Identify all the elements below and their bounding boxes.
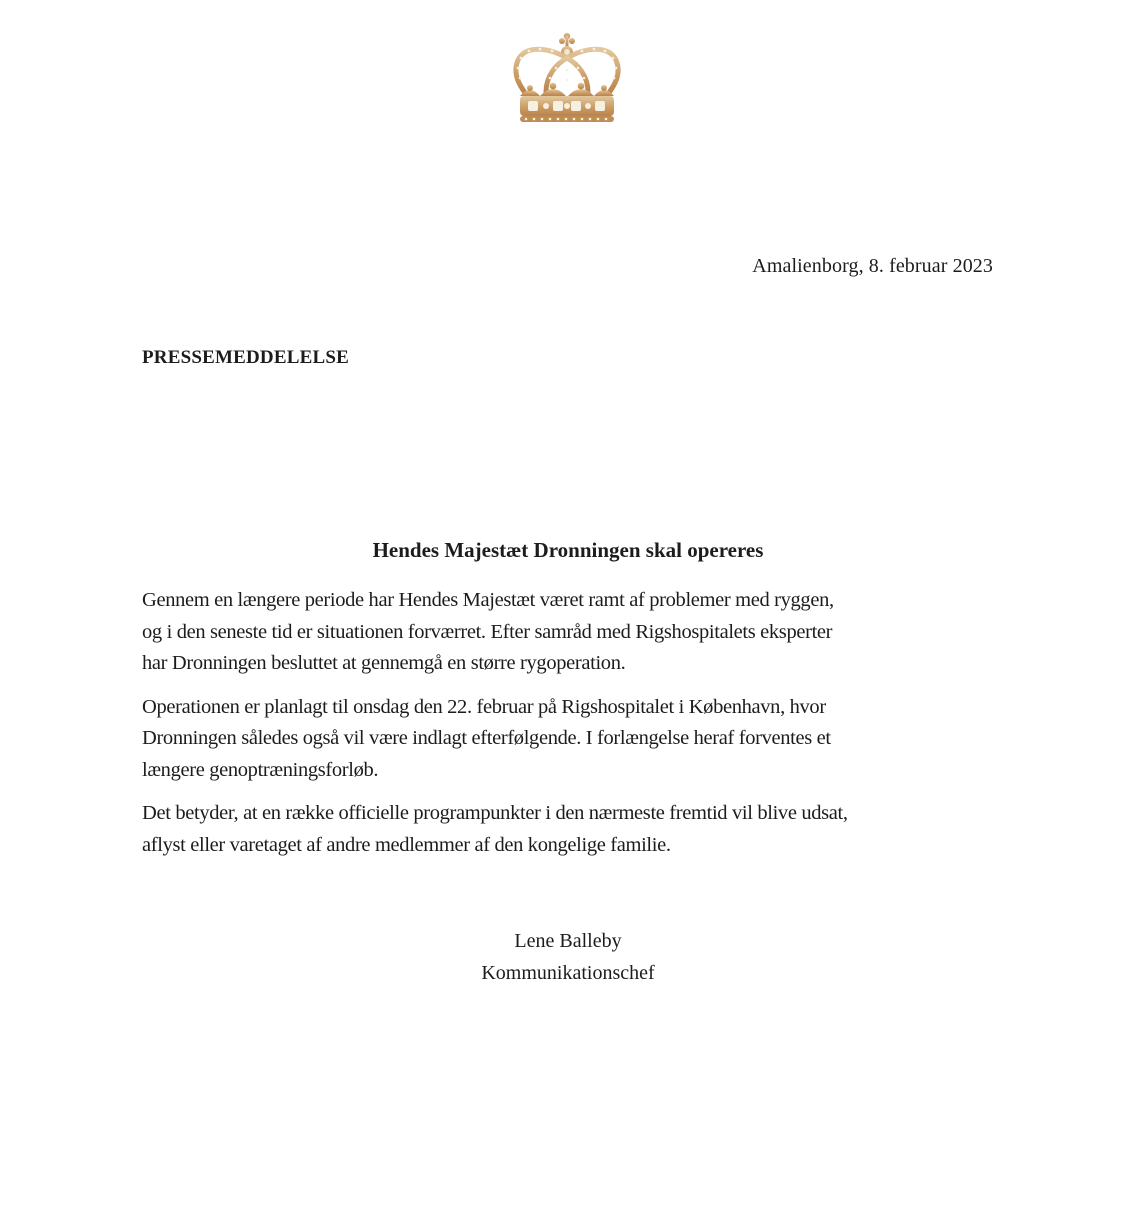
signatory-title: Kommunikationschef — [481, 962, 655, 984]
body-paragraph — [142, 585, 1012, 680]
royal-crown-icon — [506, 30, 628, 128]
paragraph-line: Operationen er planlagt til onsdag den 22. februar på Rigshospitalet i København, hvor — [142, 695, 826, 718]
document-type-heading: PRESSEMEDDELELSE — [142, 347, 349, 368]
body-paragraph — [142, 798, 1012, 861]
body-paragraph — [142, 692, 1012, 787]
paragraph-line: Gennem en længere periode har Hendes Majestæt været ramt af problemer med ryggen, — [142, 589, 834, 611]
paragraph-line: Dronningen således også vil være indlagt efterfølgende. I forlængelse heraf forventes et — [142, 727, 831, 749]
paragraph-line: Det betyder, at en række officielle programpunkter i den nærmeste fremtid vil blive udsat, — [142, 802, 848, 824]
paragraph-line: aflyst eller varetaget af andre medlemmer af den kongelige familie. — [142, 833, 671, 856]
paragraph-line: længere genoptræningsforløb. — [142, 758, 379, 781]
paragraph-line: har Dronningen besluttet at gennemgå en større rygoperation. — [142, 652, 626, 674]
press-release-headline: Hendes Majestæt Dronningen skal opereres — [372, 538, 764, 562]
signatory-name: Lene Balleby — [514, 930, 622, 952]
signature-block — [0, 925, 1136, 989]
paragraph-line: og i den seneste tid er situationen forværret. Efter samråd med Rigshospitalets eksperter — [142, 620, 833, 643]
place-and-date: Amalienborg, 8. februar 2023 — [752, 255, 993, 277]
press-release-body — [142, 585, 1012, 873]
